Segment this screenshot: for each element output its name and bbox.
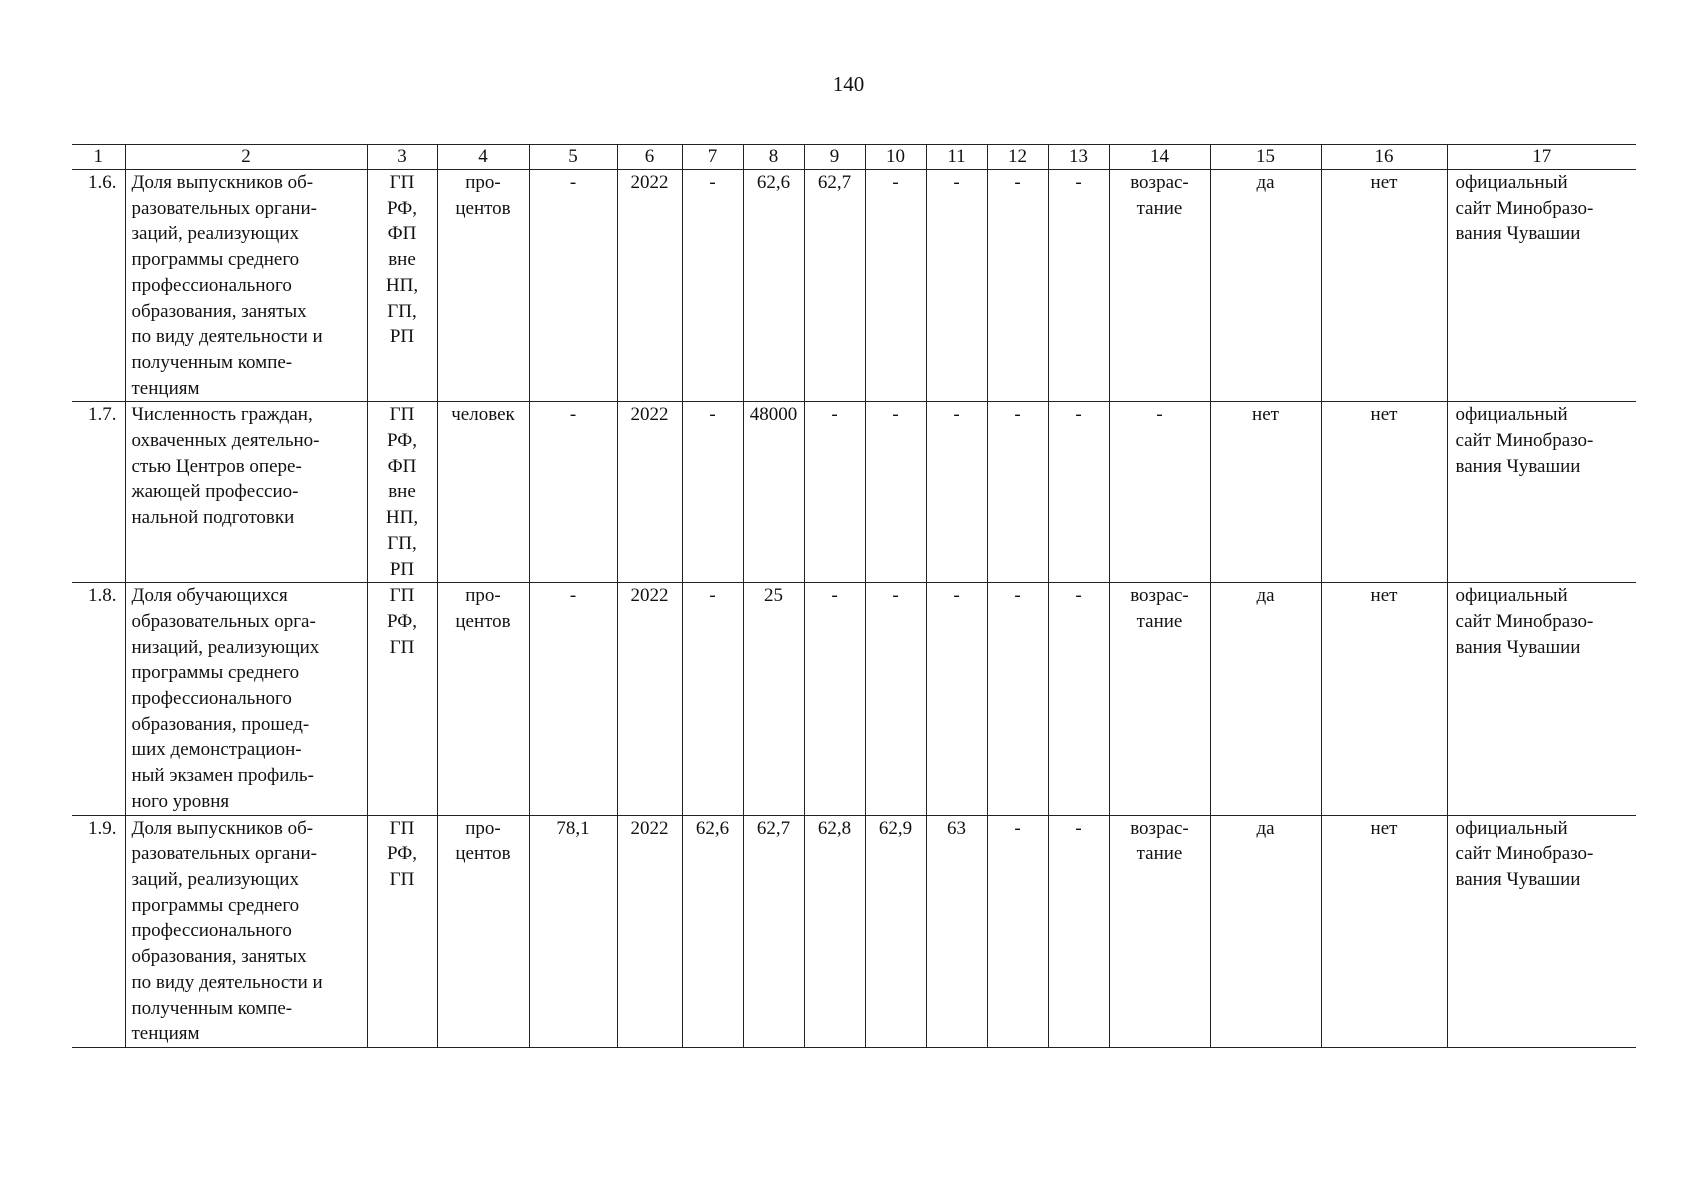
column-header: 13 bbox=[1048, 145, 1109, 170]
flag-16: нет bbox=[1321, 583, 1447, 815]
year-value: - bbox=[865, 402, 926, 583]
year-value: 62,6 bbox=[682, 815, 743, 1047]
indicator-trend: - bbox=[1109, 402, 1210, 583]
year-value: - bbox=[987, 402, 1048, 583]
table-row bbox=[72, 170, 1636, 402]
row-number: 1.8. bbox=[72, 583, 125, 815]
base-value: - bbox=[529, 583, 617, 815]
base-year: 2022 bbox=[617, 815, 682, 1047]
indicator-source-type: ГП РФ, ФП вне НП, ГП, РП bbox=[367, 170, 437, 402]
base-year: 2022 bbox=[617, 170, 682, 402]
year-value: 62,9 bbox=[865, 815, 926, 1047]
column-header: 8 bbox=[743, 145, 804, 170]
year-value: 25 bbox=[743, 583, 804, 815]
year-value: - bbox=[1048, 402, 1109, 583]
column-header: 16 bbox=[1321, 145, 1447, 170]
table-row bbox=[72, 402, 1636, 583]
flag-15: да bbox=[1210, 583, 1321, 815]
column-header: 6 bbox=[617, 145, 682, 170]
year-value: - bbox=[926, 170, 987, 402]
column-header: 1 bbox=[72, 145, 125, 170]
year-value: - bbox=[1048, 815, 1109, 1047]
base-year: 2022 bbox=[617, 583, 682, 815]
indicator-name: Доля обучающихся образовательных орга- низаций, реализующих программы среднего профессионального образования, прошед- ших демонстрацион- ный экзамен профиль- ного уровня bbox=[125, 583, 367, 815]
page-number: 140 bbox=[832, 72, 865, 96]
year-value: - bbox=[804, 583, 865, 815]
indicator-trend: возрас- тание bbox=[1109, 815, 1210, 1047]
info-source: официальный сайт Минобразо- вания Чувашии bbox=[1447, 170, 1636, 402]
table-header-row bbox=[72, 145, 1636, 170]
year-value: - bbox=[1048, 583, 1109, 815]
year-value: - bbox=[1048, 170, 1109, 402]
column-header: 14 bbox=[1109, 145, 1210, 170]
column-header: 3 bbox=[367, 145, 437, 170]
year-value: 48000 bbox=[743, 402, 804, 583]
year-value: 62,8 bbox=[804, 815, 865, 1047]
indicator-trend: возрас- тание bbox=[1109, 583, 1210, 815]
indicator-unit: про- центов bbox=[437, 583, 529, 815]
flag-15: да bbox=[1210, 170, 1321, 402]
flag-15: нет bbox=[1210, 402, 1321, 583]
row-number: 1.6. bbox=[72, 170, 125, 402]
year-value: - bbox=[682, 170, 743, 402]
year-value: - bbox=[987, 170, 1048, 402]
flag-16: нет bbox=[1321, 815, 1447, 1047]
year-value: - bbox=[987, 815, 1048, 1047]
indicator-unit: человек bbox=[437, 402, 529, 583]
table-row bbox=[72, 583, 1636, 815]
flag-15: да bbox=[1210, 815, 1321, 1047]
base-value: 78,1 bbox=[529, 815, 617, 1047]
year-value: - bbox=[682, 402, 743, 583]
year-value: 62,7 bbox=[743, 815, 804, 1047]
column-header: 15 bbox=[1210, 145, 1321, 170]
year-value: 63 bbox=[926, 815, 987, 1047]
year-value: - bbox=[804, 402, 865, 583]
year-value: - bbox=[926, 583, 987, 815]
year-value: 62,7 bbox=[804, 170, 865, 402]
column-header: 4 bbox=[437, 145, 529, 170]
year-value: - bbox=[865, 583, 926, 815]
column-header: 12 bbox=[987, 145, 1048, 170]
base-value: - bbox=[529, 402, 617, 583]
indicator-name: Доля выпускников об- разовательных органи- заций, реализующих программы среднего профессионального образования, занятых по виду деятельности и полученным компе- тенциям bbox=[125, 170, 367, 402]
indicator-trend: возрас- тание bbox=[1109, 170, 1210, 402]
indicator-source-type: ГП РФ, ГП bbox=[367, 583, 437, 815]
column-header: 9 bbox=[804, 145, 865, 170]
info-source: официальный сайт Минобразо- вания Чувашии bbox=[1447, 583, 1636, 815]
column-header: 11 bbox=[926, 145, 987, 170]
column-header: 2 bbox=[125, 145, 367, 170]
year-value: - bbox=[987, 583, 1048, 815]
base-year: 2022 bbox=[617, 402, 682, 583]
indicator-source-type: ГП РФ, ФП вне НП, ГП, РП bbox=[367, 402, 437, 583]
indicator-unit: про- центов bbox=[437, 815, 529, 1047]
indicator-name: Доля выпускников об- разовательных органи- заций, реализующих программы среднего профессионального образования, занятых по виду деятельности и полученным компе- тенциям bbox=[125, 815, 367, 1047]
column-header: 10 bbox=[865, 145, 926, 170]
table-row bbox=[72, 815, 1636, 1047]
indicator-name: Численность граждан, охваченных деятельно- стью Центров опере- жающей профессио- нальной подготовки bbox=[125, 402, 367, 583]
year-value: - bbox=[682, 583, 743, 815]
year-value: - bbox=[926, 402, 987, 583]
indicators-table bbox=[72, 144, 1636, 1048]
row-number: 1.7. bbox=[72, 402, 125, 583]
column-header: 7 bbox=[682, 145, 743, 170]
row-number: 1.9. bbox=[72, 815, 125, 1047]
year-value: 62,6 bbox=[743, 170, 804, 402]
column-header: 17 bbox=[1447, 145, 1636, 170]
flag-16: нет bbox=[1321, 402, 1447, 583]
column-header: 5 bbox=[529, 145, 617, 170]
indicator-unit: про- центов bbox=[437, 170, 529, 402]
info-source: официальный сайт Минобразо- вания Чувашии bbox=[1447, 815, 1636, 1047]
year-value: - bbox=[865, 170, 926, 402]
indicator-source-type: ГП РФ, ГП bbox=[367, 815, 437, 1047]
info-source: официальный сайт Минобразо- вания Чувашии bbox=[1447, 402, 1636, 583]
flag-16: нет bbox=[1321, 170, 1447, 402]
base-value: - bbox=[529, 170, 617, 402]
